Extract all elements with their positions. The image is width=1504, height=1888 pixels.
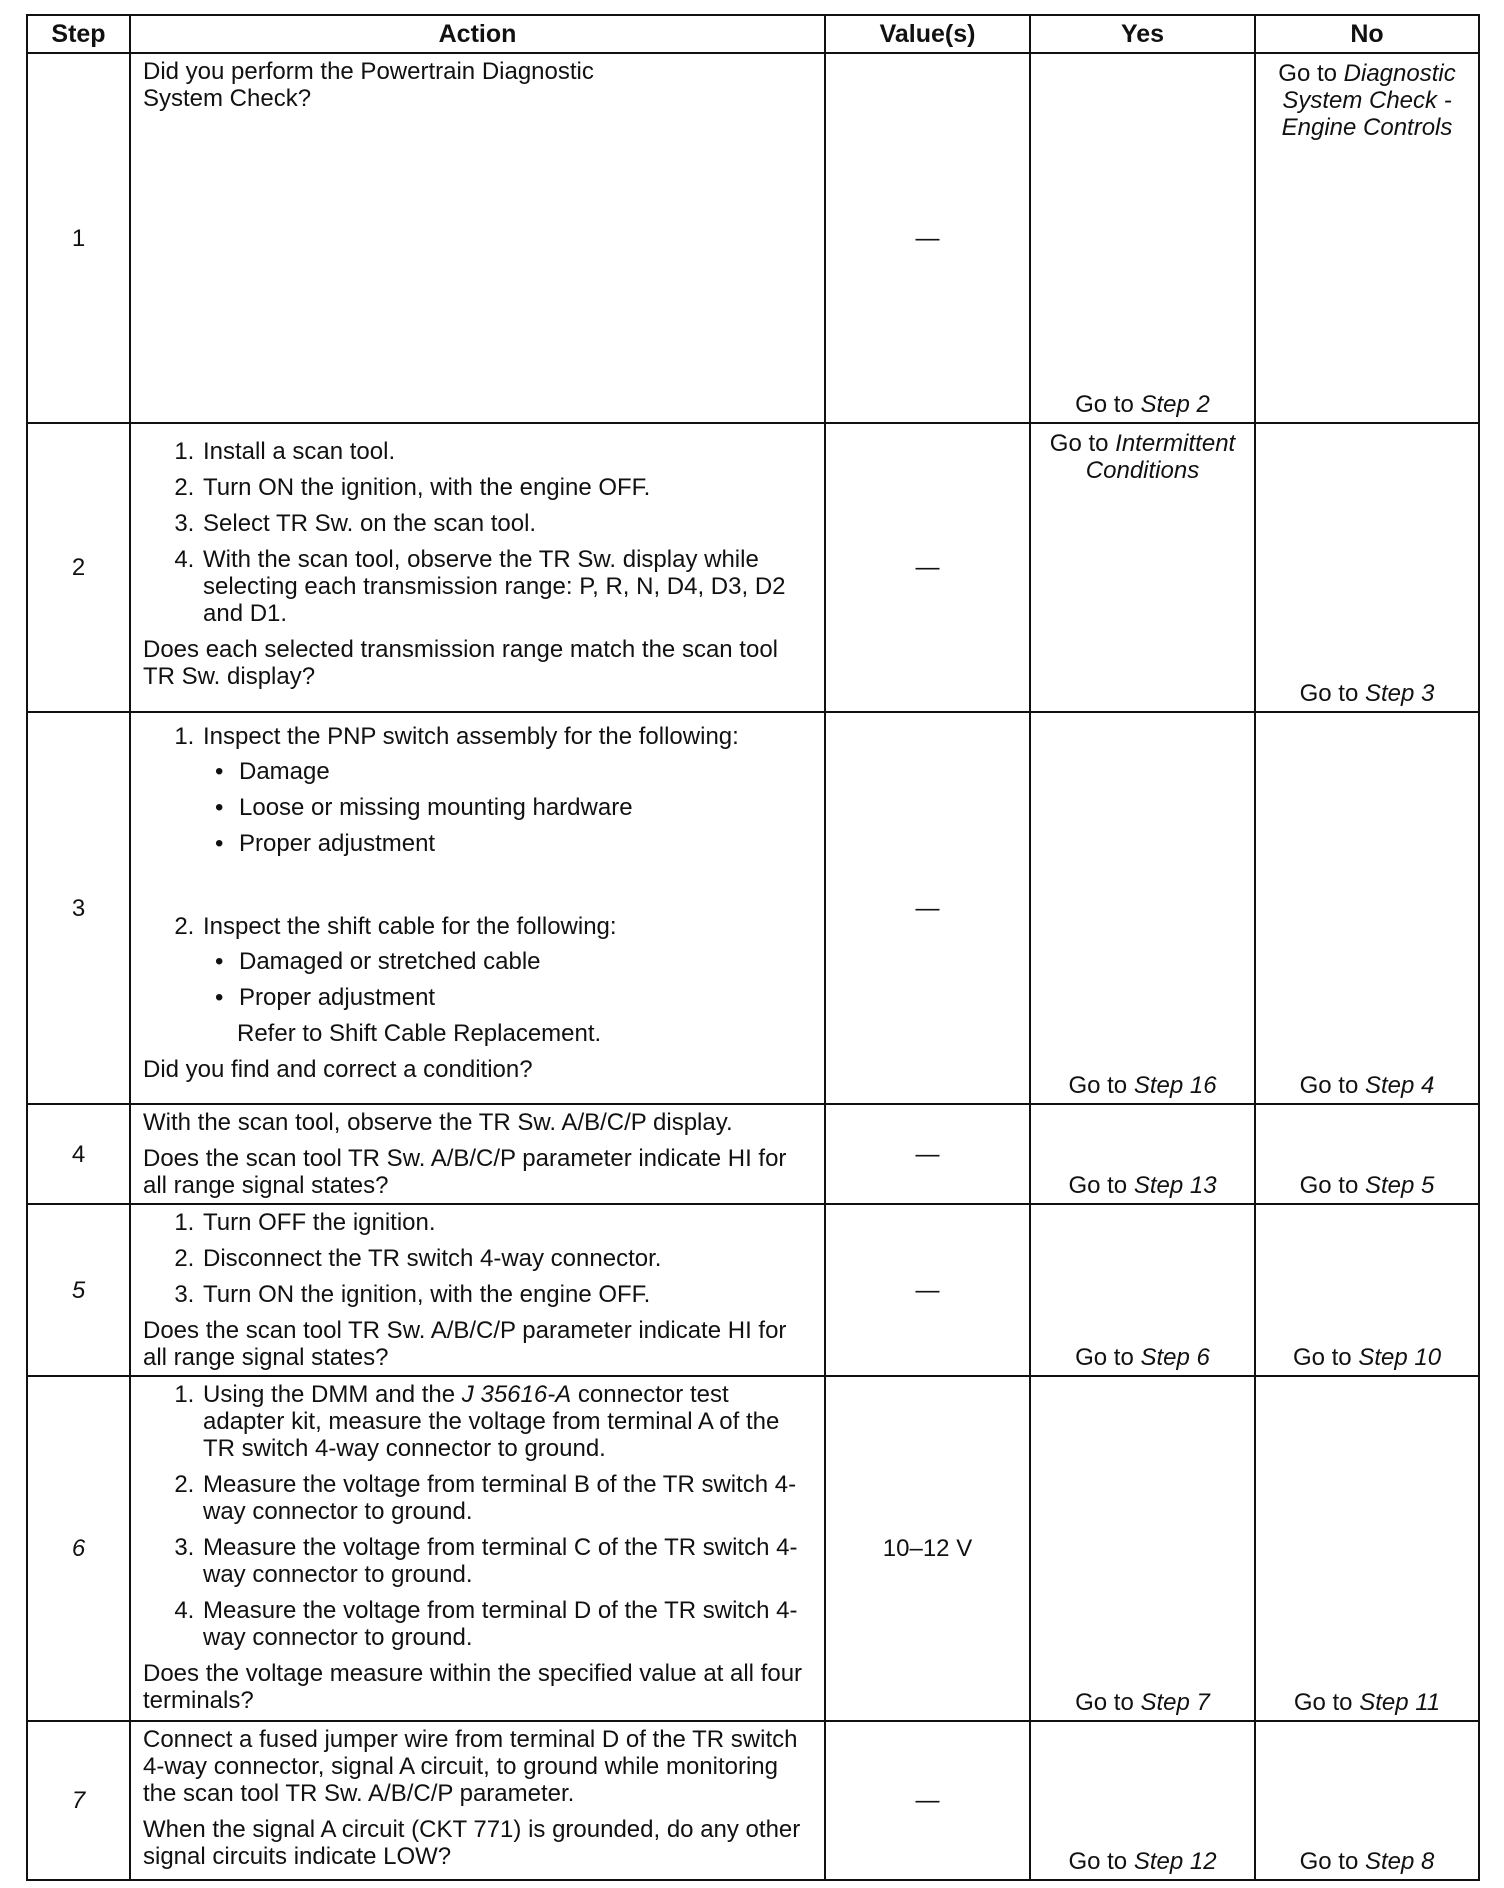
action-cell (130, 1721, 825, 1880)
action-cell (130, 1104, 825, 1204)
action-text: With the scan tool, observe the TR Sw. A/B/C/P display. (143, 1109, 733, 1136)
step-number: 2 (27, 423, 130, 712)
header-values: Value(s) (825, 15, 1030, 53)
yes-target-link[interactable]: Step 2 (1140, 391, 1210, 418)
header-step: Step (27, 15, 130, 53)
value-cell: — (825, 1204, 1030, 1376)
yes-target-link[interactable]: Step 13 (1133, 1172, 1217, 1199)
action-step-item: 3. Measure the voltage from terminal C of the TR switch 4-way connector to ground. (201, 1534, 814, 1588)
action-step-item: 3. Turn ON the ignition, with the engine OFF. (201, 1281, 814, 1308)
action-step-item (201, 913, 814, 1047)
yes-answer[interactable] (1031, 1072, 1254, 1103)
action-cell (130, 712, 825, 1104)
yes-prefix: Go to (1049, 430, 1116, 457)
yes-target-link[interactable]: Step 7 (1140, 1689, 1210, 1716)
yes-answer[interactable] (1031, 1848, 1254, 1879)
action-cell (130, 53, 825, 423)
bullet-list (203, 758, 814, 857)
no-answer[interactable] (1256, 1689, 1478, 1720)
action-step-text: connector test adapter kit, measure the voltage from terminal A of the TR switch 4-way connector to ground. (203, 1381, 780, 1462)
tool-reference: J 35616-A (461, 1381, 572, 1408)
no-prefix: Go to (1278, 60, 1344, 87)
yes-cell (1030, 712, 1255, 1104)
no-cell (1255, 712, 1479, 1104)
no-answer[interactable] (1256, 54, 1478, 141)
action-step-item: 2. Measure the voltage from terminal B of the TR switch 4-way connector to ground. (201, 1471, 814, 1525)
action-question: Did you perform the Powertrain Diagnostic System Check? (143, 58, 594, 112)
action-question: Does the scan tool TR Sw. A/B/C/P parameter indicate HI for all range signal states? (143, 1145, 787, 1199)
yes-cell (1030, 1104, 1255, 1204)
step-number: 7 (27, 1721, 130, 1880)
no-target-link[interactable]: Step 11 (1359, 1689, 1441, 1716)
header-row (27, 15, 1479, 53)
action-step-item: 2. Turn ON the ignition, with the engine OFF. (201, 474, 814, 501)
yes-answer[interactable] (1031, 391, 1254, 422)
bullet-item: • Proper adjustment (237, 830, 814, 857)
table-row-step-1 (27, 53, 1479, 423)
yes-cell (1030, 1376, 1255, 1721)
no-prefix: Go to (1299, 1848, 1365, 1875)
action-steps (143, 1209, 814, 1308)
bullet-list (203, 948, 814, 1011)
action-question: Does the voltage measure within the specified value at all four terminals? (143, 1660, 803, 1714)
value-cell: — (825, 712, 1030, 1104)
yes-target-link[interactable]: Step 12 (1133, 1848, 1217, 1875)
no-target-link[interactable]: Step 3 (1364, 680, 1435, 707)
no-cell (1255, 53, 1479, 423)
yes-cell (1030, 423, 1255, 712)
no-answer[interactable] (1256, 1848, 1478, 1879)
yes-cell (1030, 1721, 1255, 1880)
no-prefix: Go to (1292, 1344, 1359, 1371)
no-cell (1255, 423, 1479, 712)
no-answer[interactable] (1256, 1172, 1478, 1203)
action-step-item: 1. Turn OFF the ignition. (201, 1209, 814, 1236)
value-cell: — (825, 423, 1030, 712)
table-row-step-2 (27, 423, 1479, 712)
no-cell (1255, 1376, 1479, 1721)
bullet-item: • Proper adjustment (237, 984, 814, 1011)
no-answer[interactable] (1256, 680, 1478, 711)
yes-target-link[interactable]: Step 6 (1140, 1344, 1210, 1371)
yes-target-link[interactable]: Intermittent Conditions (1085, 430, 1236, 484)
action-steps (143, 723, 814, 1047)
header-no: No (1255, 15, 1479, 53)
action-step-text: Using the DMM and the (203, 1381, 462, 1408)
no-answer[interactable] (1256, 1344, 1478, 1375)
reference-note: Refer to Shift Cable Replacement. (237, 1020, 602, 1047)
yes-prefix: Go to (1068, 1848, 1134, 1875)
no-prefix: Go to (1293, 1689, 1360, 1716)
step-number: 5 (27, 1204, 130, 1376)
table-row-step-7 (27, 1721, 1479, 1880)
action-step-item: 1. Install a scan tool. (201, 438, 814, 465)
no-prefix: Go to (1299, 1172, 1365, 1199)
yes-prefix: Go to (1068, 1172, 1134, 1199)
yes-prefix: Go to (1075, 391, 1141, 418)
action-steps (143, 1381, 814, 1651)
action-cell (130, 423, 825, 712)
yes-answer[interactable] (1031, 1172, 1254, 1203)
header-action: Action (130, 15, 825, 53)
action-cell (130, 1376, 825, 1721)
action-step-text: Inspect the PNP switch assembly for the following: (203, 723, 739, 750)
table-row-step-6 (27, 1376, 1479, 1721)
step-number: 3 (27, 712, 130, 1104)
value-cell: — (825, 53, 1030, 423)
action-question: Does the scan tool TR Sw. A/B/C/P parameter indicate HI for all range signal states? (143, 1317, 787, 1371)
step-number: 4 (27, 1104, 130, 1204)
no-answer[interactable] (1256, 1072, 1478, 1103)
action-question: Did you find and correct a condition? (143, 1056, 533, 1083)
value-cell: 10–12 V (825, 1376, 1030, 1721)
action-cell (130, 1204, 825, 1376)
no-target-link[interactable]: Step 10 (1358, 1344, 1442, 1371)
action-question: When the signal A circuit (CKT 771) is grounded, do any other signal circuits indicate LOW? (143, 1816, 801, 1870)
no-cell (1255, 1104, 1479, 1204)
action-step-item (201, 1381, 814, 1462)
yes-prefix: Go to (1068, 1072, 1134, 1099)
no-cell (1255, 1721, 1479, 1880)
action-step-item: 2. Disconnect the TR switch 4-way connector. (201, 1245, 814, 1272)
yes-target-link[interactable]: Step 16 (1133, 1072, 1217, 1099)
header-yes: Yes (1030, 15, 1255, 53)
no-target-link[interactable]: Step 8 (1364, 1848, 1435, 1875)
yes-answer[interactable] (1031, 1344, 1254, 1375)
no-prefix: Go to (1299, 680, 1365, 707)
action-question: Does each selected transmission range match the scan tool TR Sw. display? (143, 636, 779, 690)
yes-cell (1030, 1204, 1255, 1376)
yes-prefix: Go to (1075, 1689, 1141, 1716)
table-row-step-3 (27, 712, 1479, 1104)
action-step-item (201, 723, 814, 857)
step-number: 6 (27, 1376, 130, 1721)
yes-answer[interactable] (1031, 1689, 1254, 1720)
yes-answer[interactable] (1031, 424, 1254, 484)
yes-prefix: Go to (1075, 1344, 1141, 1371)
no-target-link[interactable]: Step 4 (1364, 1072, 1435, 1099)
diagnostic-table (26, 14, 1480, 1881)
table-row-step-5 (27, 1204, 1479, 1376)
action-text: Connect a fused jumper wire from terminal D of the TR switch 4-way connector, signal A circuit, to ground while monitoring the scan tool TR Sw. A/B/C/P parameter. (143, 1726, 798, 1807)
no-target-link[interactable]: Diagnostic System Check - Engine Controls (1281, 60, 1456, 141)
bullet-item: • Loose or missing mounting hardware (237, 794, 814, 821)
action-step-item: 3. Select TR Sw. on the scan tool. (201, 510, 814, 537)
no-target-link[interactable]: Step 5 (1364, 1172, 1435, 1199)
bullet-item: • Damaged or stretched cable (237, 948, 814, 975)
no-prefix: Go to (1299, 1072, 1365, 1099)
action-step-item: 4. Measure the voltage from terminal D of the TR switch 4-way connector to ground. (201, 1597, 814, 1651)
step-number: 1 (27, 53, 130, 423)
value-cell: — (825, 1104, 1030, 1204)
action-step-text: Inspect the shift cable for the following: (203, 913, 617, 940)
action-step-item: 4. With the scan tool, observe the TR Sw. display while selecting each transmission range: P, R, N, D4, D3, D2 and D1. (201, 546, 814, 627)
no-cell (1255, 1204, 1479, 1376)
value-cell: — (825, 1721, 1030, 1880)
table-row-step-4 (27, 1104, 1479, 1204)
action-steps (143, 438, 814, 627)
bullet-item: • Damage (237, 758, 814, 785)
yes-cell (1030, 53, 1255, 423)
